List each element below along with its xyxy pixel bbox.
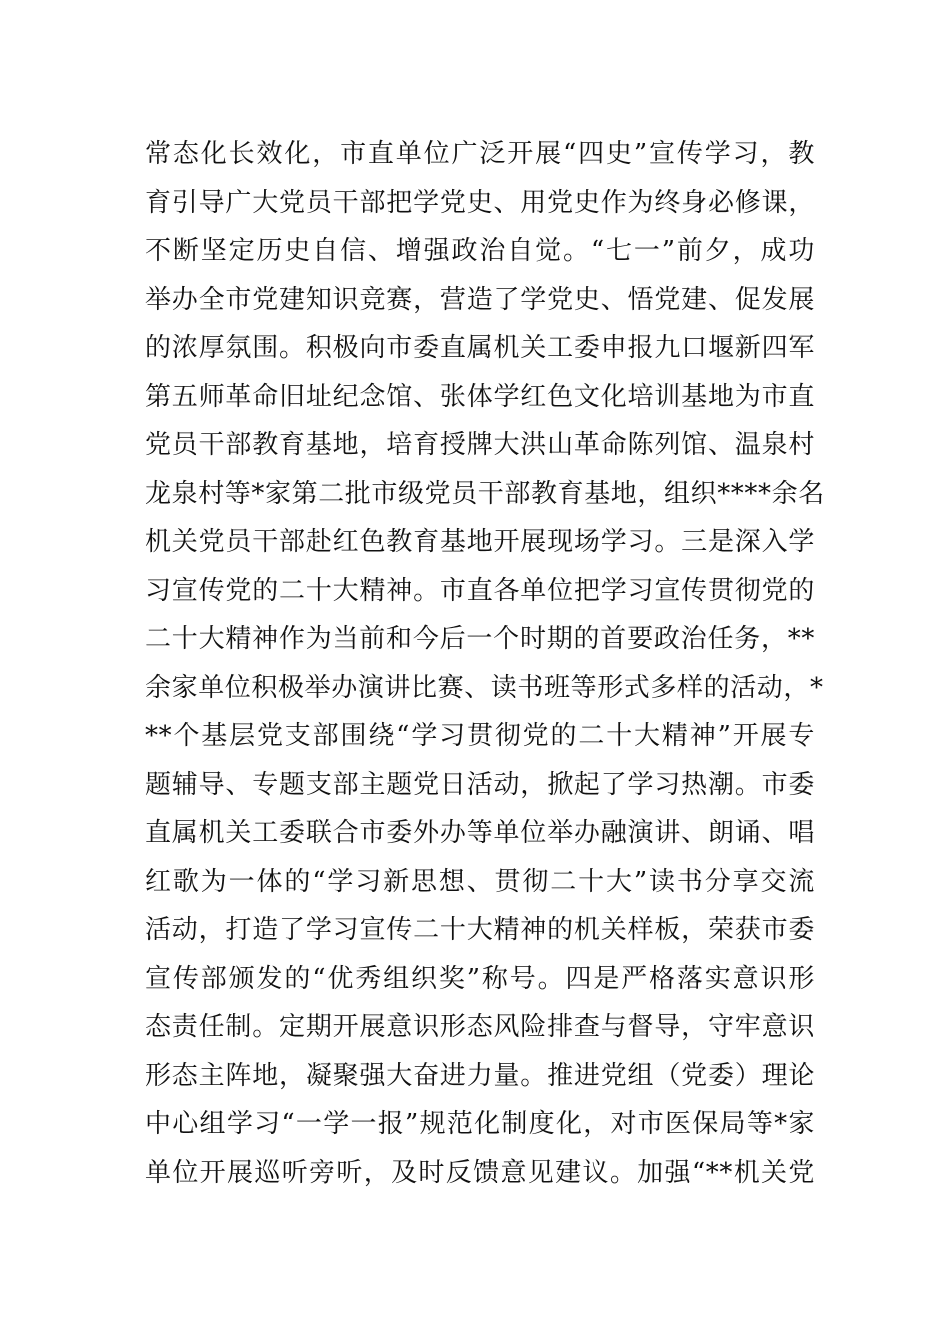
text-line: 常态化长效化，市直单位广泛开展“四史”宣传学习，教 [145,139,815,169]
text-line: 育引导广大党员干部把学党史、用党史作为终身必修课， [145,187,815,218]
text-line: 不断坚定历史自信、增强政治自觉。“七一”前夕，成功 [145,236,815,266]
text-line: 举办全市党建知识竞赛，营造了学党史、悟党建、促发展 [145,284,815,315]
text-line: 直属机关工委联合市委外办等单位举办融演讲、朗诵、唱 [145,818,815,848]
text-line: 宣传部颁发的“优秀组织奖”称号。四是严格落实意识形 [145,963,815,994]
text-line: **个基层党支部围绕“学习贯彻党的二十大精神”开展专 [145,721,815,751]
text-line: 余家单位积极举办演讲比赛、读书班等形式多样的活动，* [145,672,824,703]
text-line: 第五师革命旧址纪念馆、张体学红色文化培训基地为市直 [145,381,815,412]
text-line: 机关党员干部赴红色教育基地开展现场学习。三是深入学 [145,527,815,557]
body-text [145,130,825,1197]
text-line: 龙泉村等*家第二批市级党员干部教育基地，组织****余名 [145,478,825,509]
text-line: 党员干部教育基地，培育授牌大洪山革命陈列馆、温泉村 [145,430,815,460]
text-line: 活动，打造了学习宣传二十大精神的机关样板，荣获市委 [145,915,815,945]
text-line: 习宣传党的二十大精神。市直各单位把学习宣传贯彻党的 [145,575,815,606]
text-line: 的浓厚氛围。积极向市委直属机关工委申报九口堰新四军 [145,333,815,363]
text-line: 态责任制。定期开展意识形态风险排查与督导，守牢意识 [145,1012,815,1042]
text-line: 形态主阵地，凝聚强大奋进力量。推进党组（党委）理论 [145,1060,815,1091]
text-line: 单位开展巡听旁听，及时反馈意见建议。加强“**机关党 [145,1157,815,1188]
text-line: 题辅导、专题支部主题党日活动，掀起了学习热潮。市委 [145,769,815,800]
text-line: 二十大精神作为当前和今后一个时期的首要政治任务，** [145,624,815,654]
text-line: 中心组学习“一学一报”规范化制度化，对市医保局等*家 [145,1109,815,1139]
text-line: 红歌为一体的“学习新思想、贯彻二十大”读书分享交流 [145,866,815,897]
